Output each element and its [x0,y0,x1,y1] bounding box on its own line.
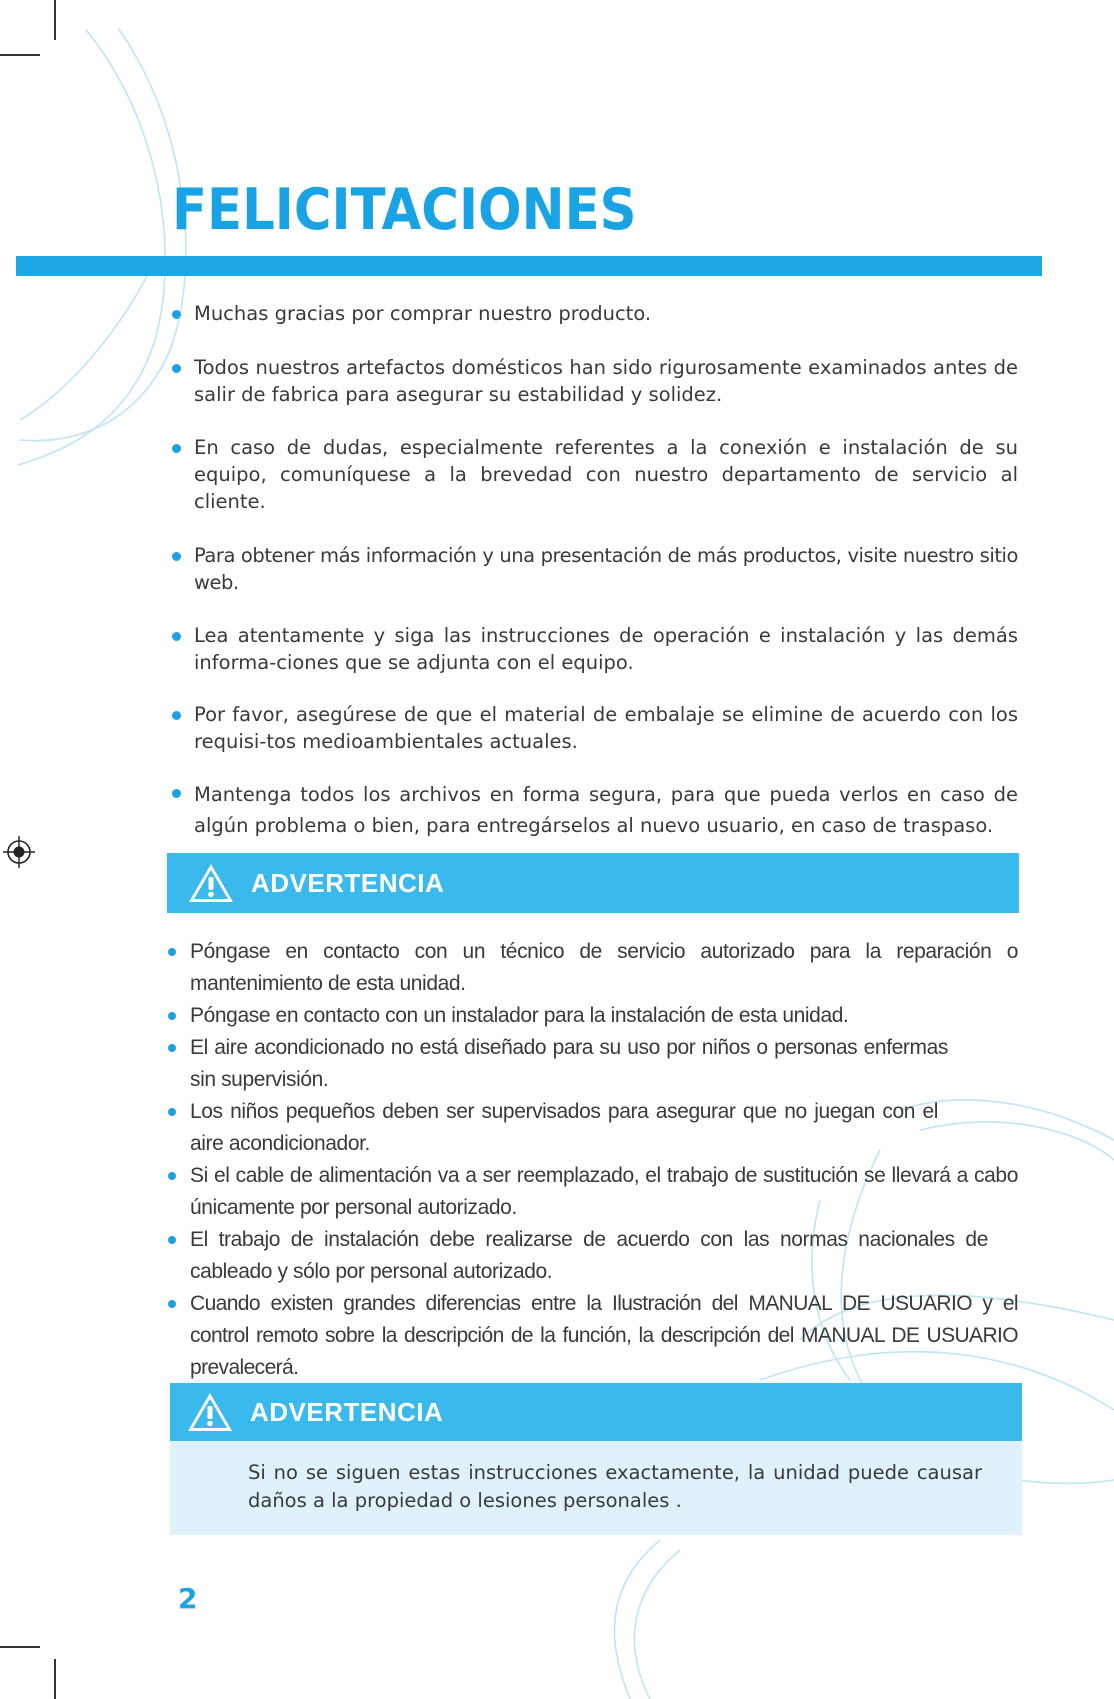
list-item: En caso de dudas, especialmente referentes a la conexión e instalación de su equipo, comuníquese a la brevedad con nuestro departamento de servicio al cliente. [172,434,1018,515]
bullet-icon [172,310,181,319]
warning-triangle-icon [187,862,235,904]
list-item: Todos nuestros artefactos domésticos han sido rigurosamente examinados antes de salir de fabrica para asegurar su estabilidad y solidez. [172,354,1018,408]
page-title: FELICITACIONES [172,177,637,243]
warning-header [170,1383,1022,1441]
list-item: Por favor, asegúrese de que el material de embalaje se elimine de acuerdo con los requisi-tos medioambientales actuales. [172,701,1018,755]
warning-text: Si no se siguen estas instrucciones exactamente, la unidad puede causar daños a la propiedad o lesiones personales . [248,1461,982,1512]
list-item: Para obtener más información y una presentación de más productos, visite nuestro sitio web. [172,542,1018,596]
bullet-icon [172,552,181,561]
list-item: Póngase en contacto con un instalador para la instalación de esta unidad. [166,1000,1018,1032]
title-underline-bar [16,256,1042,276]
bullet-icon [168,1172,176,1180]
crop-mark [0,54,40,56]
warning-triangle-icon [186,1391,234,1433]
list-item: Cuando existen grandes diferencias entre la Ilustración del MANUAL DE USUARIO y el control remoto sobre la descripción de la función, la descripción del MANUAL DE USUARIO prevalecerá. [166,1288,1018,1384]
bullet-icon [168,1236,176,1244]
bullet-icon [172,444,181,453]
list-item: Póngase en contacto con un técnico de servicio autorizado para la reparación o mantenimiento de esta unidad. [166,936,1018,1000]
warning-label: ADVERTENCIA [250,1396,444,1427]
list-item: Lea atentamente y siga las instrucciones de operación e instalación y las demás informa-ciones que se adjunta con el equipo. [172,622,1018,676]
crop-mark [54,1659,56,1699]
list-item: Los niños pequeños deben ser supervisados para asegurar que no juegan con el aire acondicionador. [166,1096,1018,1160]
list-item: El aire acondicionado no está diseñado para su uso por niños o personas enfermas sin supervisión. [166,1032,1018,1096]
bullet-icon [168,1044,176,1052]
crop-mark [0,1646,40,1648]
page-number: 2 [178,1582,198,1615]
bullet-icon [172,364,181,373]
bullet-icon [168,948,176,956]
warning-list [166,936,1018,1384]
bullet-icon [172,711,181,720]
bullet-icon [168,1012,176,1020]
warning-label: ADVERTENCIA [251,867,445,898]
bullet-icon [172,789,181,798]
list-item: Si el cable de alimentación va a ser reemplazado, el trabajo de sustitución se llevará a cabo únicamente por personal autorizado. [166,1160,1018,1224]
bullet-icon [172,632,181,641]
bullet-icon [168,1300,176,1308]
intro-list [172,300,1018,866]
warning-box [170,1441,1022,1535]
warning-header [167,853,1019,913]
bullet-icon [168,1108,176,1116]
crop-mark [54,0,56,40]
registration-mark-icon [2,835,36,869]
list-item: Mantenga todos los archivos en forma segura, para que pueda verlos en caso de algún problema o bien, para entregárselos al nuevo usuario, en caso de traspaso. [172,779,1018,841]
list-item: El trabajo de instalación debe realizarse de acuerdo con las normas nacionales de cableado y sólo por personal autorizado. [166,1224,1018,1288]
list-item: Muchas gracias por comprar nuestro producto. [172,300,1018,327]
